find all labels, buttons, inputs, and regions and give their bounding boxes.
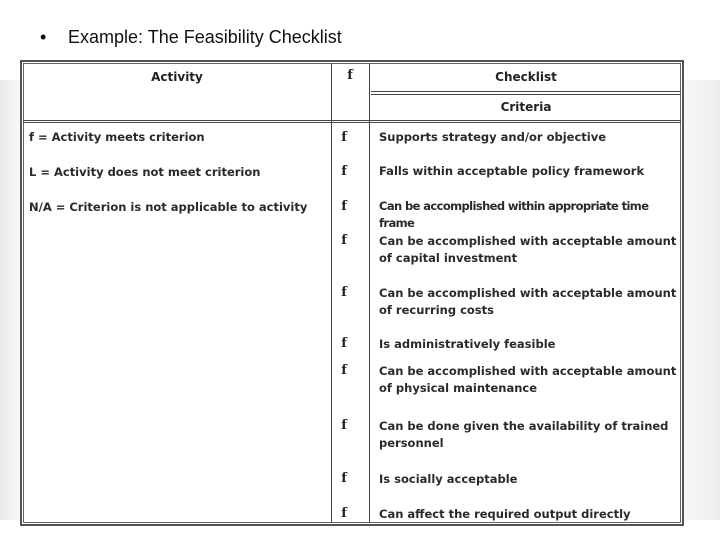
legend-meets: f = Activity meets criterion [29, 130, 205, 144]
criterion-trained-personnel: Can be done given the availability of trained personnel [379, 419, 669, 450]
legend-not-applicable: N/A = Criterion is not applicable to activity [29, 200, 308, 214]
row-mark: f [341, 471, 347, 486]
right-shade [684, 80, 720, 520]
row-mark: f [341, 199, 347, 214]
criterion-social: Is socially acceptable [379, 472, 518, 486]
header-divider-checklist [371, 91, 681, 92]
header-activity: Activity [151, 70, 203, 84]
header-criteria: Criteria [500, 100, 552, 114]
criterion-administrative: Is administratively feasible [379, 337, 556, 351]
slide-bullet-title [40, 27, 342, 48]
criterion-strategy: Supports strategy and/or objective [379, 130, 607, 144]
left-shade [0, 80, 20, 520]
row-mark: f [341, 336, 347, 351]
legend-does-not-meet: L = Activity does not meet criterion [29, 165, 261, 179]
row-mark: f [341, 130, 347, 145]
row-mark: f [341, 285, 347, 300]
header-bottom-line [23, 120, 681, 121]
header-divider-checklist-inner [371, 94, 681, 95]
criterion-policy: Falls within acceptable policy framework [379, 164, 645, 178]
criterion-time-frame: Can be accomplished within appropriate time frame [379, 199, 649, 230]
criterion-capital-investment: Can be accomplished with acceptable amount of capital investment [379, 234, 677, 265]
column-divider-mark [369, 63, 370, 523]
column-divider-activity [331, 63, 332, 523]
bullet-glyph: • [40, 27, 47, 47]
header-checklist: Checklist [495, 70, 557, 84]
header-mark: f [347, 68, 353, 83]
header-bottom-line-inner [23, 122, 681, 123]
criterion-physical-maintenance: Can be accomplished with acceptable amount of physical maintenance [379, 364, 677, 395]
slide-title: Example: The Feasibility Checklist [68, 27, 342, 47]
row-mark: f [341, 363, 347, 378]
row-mark: f [341, 233, 347, 248]
row-mark: f [341, 506, 347, 521]
row-mark: f [341, 164, 347, 179]
row-mark: f [341, 418, 347, 433]
criterion-recurring-costs: Can be accomplished with acceptable amount of recurring costs [379, 286, 677, 317]
criterion-output: Can affect the required output directly [379, 507, 631, 521]
